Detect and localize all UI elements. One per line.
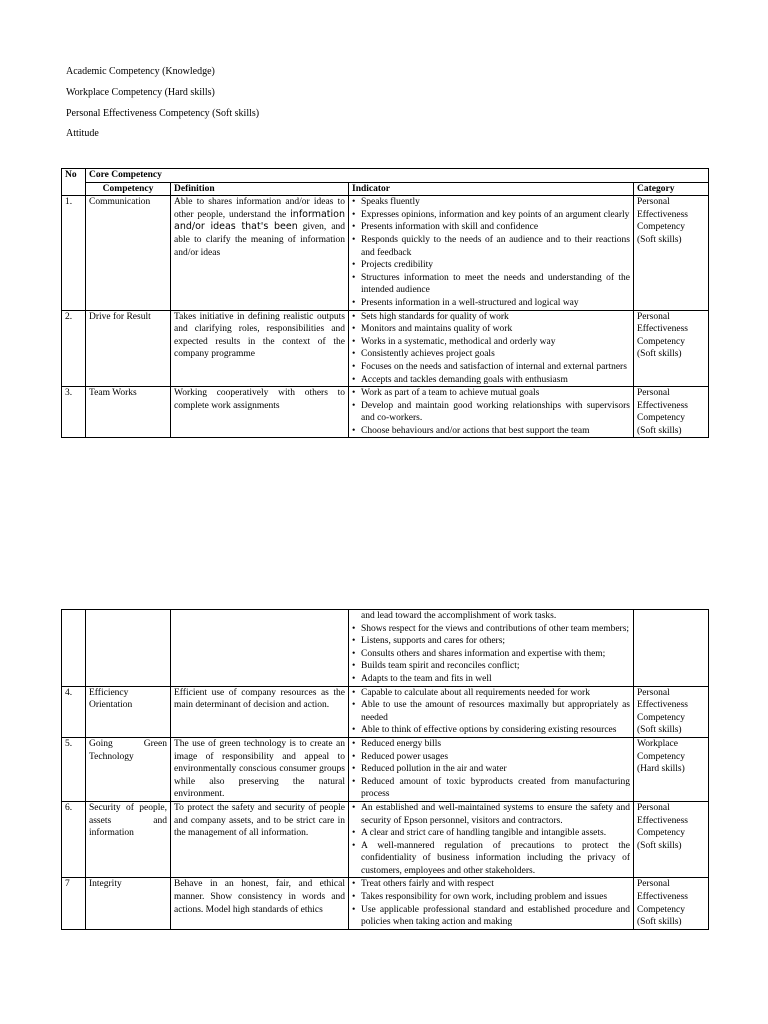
list-item: • Presents information in a well-structured and logical way	[352, 297, 630, 310]
row-indicators	[349, 878, 634, 929]
list-item: • Capable to calculate about all requirements needed for work	[352, 687, 630, 700]
list-item: • Use applicable professional standard and established procedure and policies when taking action and making	[352, 904, 630, 929]
table-row	[62, 801, 709, 878]
row-category: Personal Effectiveness Competency (Soft skills)	[634, 686, 709, 737]
row-definition: Working cooperatively with others to complete work assignments	[171, 387, 349, 438]
row-category: Personal Effectiveness Competency (Soft skills)	[634, 878, 709, 929]
legend-workplace: Workplace Competency (Hard skills)	[66, 87, 215, 98]
table-row	[62, 737, 709, 801]
list-item: • Reduced energy bills	[352, 738, 630, 751]
row-definition	[171, 196, 349, 310]
list-item: • Speaks fluently	[352, 196, 630, 209]
table-row	[62, 686, 709, 737]
row-no: 7	[62, 878, 86, 929]
row-no	[62, 610, 86, 687]
list-item: • Develop and maintain good working relationships with supervisors and co-workers.	[352, 400, 630, 425]
table-row	[62, 310, 709, 387]
table-row-continuation	[62, 610, 709, 687]
list-item: • Builds team spirit and reconciles conflict;	[352, 660, 630, 673]
row-competency	[86, 610, 171, 687]
list-item: • Sets high standards for quality of work	[352, 311, 630, 324]
list-item: • Reduced amount of toxic byproducts created from manufacturing process	[352, 776, 630, 801]
header-indicator: Indicator	[349, 182, 634, 196]
list-item: • Monitors and maintains quality of work	[352, 323, 630, 336]
row-no: 5.	[62, 737, 86, 801]
row-indicators	[349, 387, 634, 438]
table-row	[62, 196, 709, 310]
competency-table-page2	[61, 609, 709, 930]
row-definition: Behave in an honest, fair, and ethical manner. Show consistency in words and actions. Model high standards of ethics	[171, 878, 349, 929]
list-item: • Structures information to meet the needs and understanding of the intended audience	[352, 272, 630, 297]
definition-handwritten-text: information and/or ideas that's been	[174, 208, 346, 233]
row-category	[634, 610, 709, 687]
row-competency: Communication	[86, 196, 171, 310]
definition-text: Able to shares information and/or ideas to other people, understand the	[174, 197, 345, 220]
row-definition: Efficient use of company resources as the main determinant of decision and action.	[171, 686, 349, 737]
row-competency: Team Works	[86, 387, 171, 438]
list-item: • Focuses on the needs and satisfaction of internal and external partners	[352, 361, 630, 374]
row-category: Workplace Competency (Hard skills)	[634, 737, 709, 801]
list-item: • Able to use the amount of resources maximally but appropriately as needed	[352, 699, 630, 724]
competency-table-page1	[61, 168, 709, 438]
row-indicators	[349, 686, 634, 737]
list-item: • Responds quickly to the needs of an audience and to their reactions and feedback	[352, 234, 630, 259]
indicator-continued-text: and lead toward the accomplishment of work tasks.	[361, 611, 557, 621]
row-no: 3.	[62, 387, 86, 438]
list-item: • A well-mannered regulation of precautions to protect the confidentiality of business information including the privacy of customers, employees and other stakeholders.	[352, 840, 630, 878]
list-item: • An established and well-maintained systems to ensure the safety and security of Epson personnel, visitors and contractors.	[352, 802, 630, 827]
row-competency: Drive for Result	[86, 310, 171, 387]
list-item: • Accepts and tackles demanding goals with enthusiasm	[352, 374, 630, 387]
header-definition: Definition	[171, 182, 349, 196]
table-row	[62, 878, 709, 929]
header-row-top	[62, 169, 709, 183]
row-category: Personal Effectiveness Competency (Soft skills)	[634, 310, 709, 387]
legend-academic: Academic Competency (Knowledge)	[66, 66, 215, 77]
header-row	[62, 182, 709, 196]
row-no: 6.	[62, 801, 86, 878]
row-competency: Efficiency Orientation	[86, 686, 171, 737]
list-item: • Listens, supports and cares for others;	[352, 635, 630, 648]
header-no: No	[62, 169, 86, 196]
row-indicators	[349, 737, 634, 801]
row-definition	[171, 610, 349, 687]
list-item: • Treat others fairly and with respect	[352, 878, 630, 891]
row-competency: Integrity	[86, 878, 171, 929]
row-no: 4.	[62, 686, 86, 737]
row-definition: To protect the safety and security of people and company assets, and to be strict care in the management of all information.	[171, 801, 349, 878]
row-no: 1.	[62, 196, 86, 310]
row-no: 2.	[62, 310, 86, 387]
list-item: • Reduced power usages	[352, 751, 630, 764]
list-item: • Consults others and shares information and expertise with them;	[352, 648, 630, 661]
row-competency: Security of people, assets and information	[86, 801, 171, 878]
row-category: Personal Effectiveness Competency (Soft skills)	[634, 387, 709, 438]
row-indicators	[349, 801, 634, 878]
list-item: • Able to think of effective options by considering existing resources	[352, 724, 630, 737]
row-indicators	[349, 310, 634, 387]
list-item: • Works in a systematic, methodical and orderly way	[352, 336, 630, 349]
list-item: • Shows respect for the views and contributions of other team members;	[352, 623, 630, 636]
definition-text: given, and able to clarify the meaning of information and/or ideas	[174, 222, 346, 258]
list-item: • Consistently achieves project goals	[352, 348, 630, 361]
row-category: Personal Effectiveness Competency (Soft skills)	[634, 801, 709, 878]
list-item: • Takes responsibility for own work, including problem and issues	[352, 891, 630, 904]
list-item: • Presents information with skill and confidence	[352, 221, 630, 234]
row-definition: Takes initiative in defining realistic outputs and clarifying roles, responsibilities and expected results in the context of the company programme	[171, 310, 349, 387]
header-core-competency: Core Competency	[86, 169, 709, 183]
list-item: • Work as part of a team to achieve mutual goals	[352, 387, 630, 400]
table-row	[62, 387, 709, 438]
list-item: • Choose behaviours and/or actions that best support the team	[352, 425, 630, 438]
legend-personal: Personal Effectiveness Competency (Soft skills)	[66, 108, 260, 119]
row-indicators	[349, 196, 634, 310]
row-competency: Going Green Technology	[86, 737, 171, 801]
header-category: Category	[634, 182, 709, 196]
legend-attitude: Attitude	[66, 128, 99, 139]
header-competency: Competency	[86, 182, 171, 196]
list-item: • A clear and strict care of handling tangible and intangible assets.	[352, 827, 630, 840]
row-category: Personal Effectiveness Competency (Soft skills)	[634, 196, 709, 310]
row-indicators	[349, 610, 634, 687]
list-item: • Expresses opinions, information and key points of an argument clearly	[352, 209, 630, 222]
list-item: • Projects credibility	[352, 259, 630, 272]
list-item: • Adapts to the team and fits in well	[352, 673, 630, 686]
list-item: • Reduced pollution in the air and water	[352, 763, 630, 776]
row-definition: The use of green technology is to create an image of responsibility and appeal to environmentally conscious consumer groups while also preserving the natural environment.	[171, 737, 349, 801]
